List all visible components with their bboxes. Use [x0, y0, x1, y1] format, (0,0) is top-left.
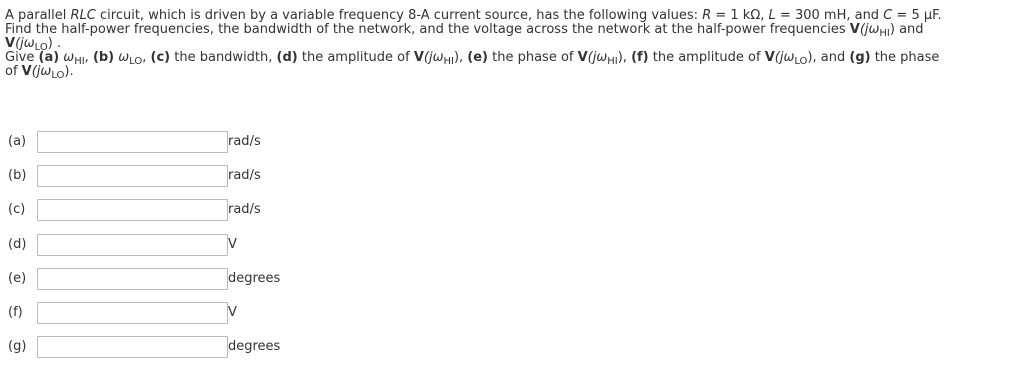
- var-L: L: [768, 8, 776, 23]
- text: ,: [142, 50, 151, 65]
- answer-label: (c): [8, 202, 26, 217]
- unit-label: rad/s: [228, 202, 261, 217]
- var-jw: (jω: [859, 22, 880, 37]
- var-V: V: [849, 22, 860, 37]
- text: ).: [64, 64, 74, 79]
- text: = 1 kΩ,: [711, 8, 769, 23]
- unit-label: rad/s: [228, 168, 261, 183]
- text: ): [889, 22, 895, 37]
- unit-label: degrees: [228, 271, 281, 286]
- problem-line-2: [5, 23, 1021, 37]
- part-b-marker: (b): [92, 50, 115, 65]
- unit-label: V: [228, 237, 237, 252]
- answer-input-a[interactable]: [37, 131, 228, 153]
- problem-line-1: [5, 9, 1021, 23]
- unit-label: rad/s: [228, 134, 261, 149]
- subscript: LO: [794, 56, 808, 67]
- answer-input-f[interactable]: [37, 302, 228, 324]
- answer-row-c: [0, 199, 400, 221]
- answer-label: (f): [8, 305, 23, 320]
- answer-input-c[interactable]: [37, 199, 228, 221]
- answer-input-e[interactable]: [37, 268, 228, 290]
- text: of: [5, 64, 22, 79]
- var-V: V: [413, 50, 424, 65]
- answer-row-b: [0, 165, 400, 187]
- var-V: V: [21, 64, 32, 79]
- text: Find the half-power frequencies, the bandwidth of the network, and the voltage across the network at the half-power frequencies: [5, 22, 850, 37]
- var-R: R: [702, 8, 712, 23]
- text: the phase of: [487, 50, 578, 65]
- text: = 300 mH, and: [775, 8, 884, 23]
- subscript: LO: [129, 56, 143, 67]
- text: ),: [453, 50, 468, 65]
- var-V: V: [5, 36, 16, 51]
- text: = 5 μF.: [892, 8, 942, 23]
- answer-label: (a): [8, 134, 27, 149]
- subscript: HI: [607, 56, 618, 67]
- text: .: [52, 36, 62, 51]
- subscript: LO: [51, 70, 65, 81]
- subscript: HI: [74, 56, 85, 67]
- part-a-marker: (a): [38, 50, 60, 65]
- var-jw: (jω: [15, 36, 35, 51]
- text: ,: [84, 50, 93, 65]
- var-w: ω: [59, 50, 75, 65]
- text-italic: RLC: [70, 8, 96, 23]
- answer-input-g[interactable]: [37, 336, 228, 358]
- answer-row-f: [0, 302, 400, 324]
- text: the bandwidth,: [170, 50, 277, 65]
- unit-label: V: [228, 305, 237, 320]
- answer-label: (b): [8, 168, 27, 183]
- var-V: V: [764, 50, 775, 65]
- problem-line-5: [5, 65, 1021, 79]
- var-jw: (jω: [31, 64, 52, 79]
- answer-row-a: [0, 131, 400, 153]
- text: and: [894, 22, 924, 37]
- var-w: ω: [114, 50, 130, 65]
- answer-row-d: [0, 234, 400, 256]
- answer-row-g: [0, 336, 400, 358]
- var-C: C: [883, 8, 893, 23]
- subscript: LO: [34, 42, 48, 53]
- problem-line-3: [5, 37, 1021, 51]
- subscript: HI: [443, 56, 454, 67]
- subscript: HI: [879, 28, 890, 39]
- problem-line-4: [5, 51, 1021, 65]
- part-e-marker: (e): [467, 50, 488, 65]
- unit-label: degrees: [228, 339, 281, 354]
- answer-label: (e): [8, 271, 27, 286]
- answer-row-e: [0, 268, 400, 290]
- answer-input-b[interactable]: [37, 165, 228, 187]
- part-f-marker: (f): [631, 50, 649, 65]
- text: ): [47, 36, 53, 51]
- text: the phase: [870, 50, 940, 65]
- answer-input-d[interactable]: [37, 234, 228, 256]
- var-V: V: [577, 50, 588, 65]
- var-jw: (jω: [774, 50, 795, 65]
- text: the amplitude of: [648, 50, 765, 65]
- problem-statement: [5, 9, 1021, 79]
- text: ), and: [807, 50, 850, 65]
- part-g-marker: (g): [849, 50, 871, 65]
- answer-label: (g): [8, 339, 27, 354]
- var-jw: (jω: [423, 50, 444, 65]
- text: the amplitude of: [297, 50, 414, 65]
- text: A parallel: [5, 8, 71, 23]
- var-jw: (jω: [587, 50, 608, 65]
- answer-label: (d): [8, 237, 27, 252]
- part-c-marker: (c): [150, 50, 171, 65]
- text: Give: [5, 50, 39, 65]
- part-d-marker: (d): [276, 50, 298, 65]
- text: circuit, which is driven by a variable frequency 8-A current source, has the following values:: [95, 8, 703, 23]
- text: ),: [617, 50, 632, 65]
